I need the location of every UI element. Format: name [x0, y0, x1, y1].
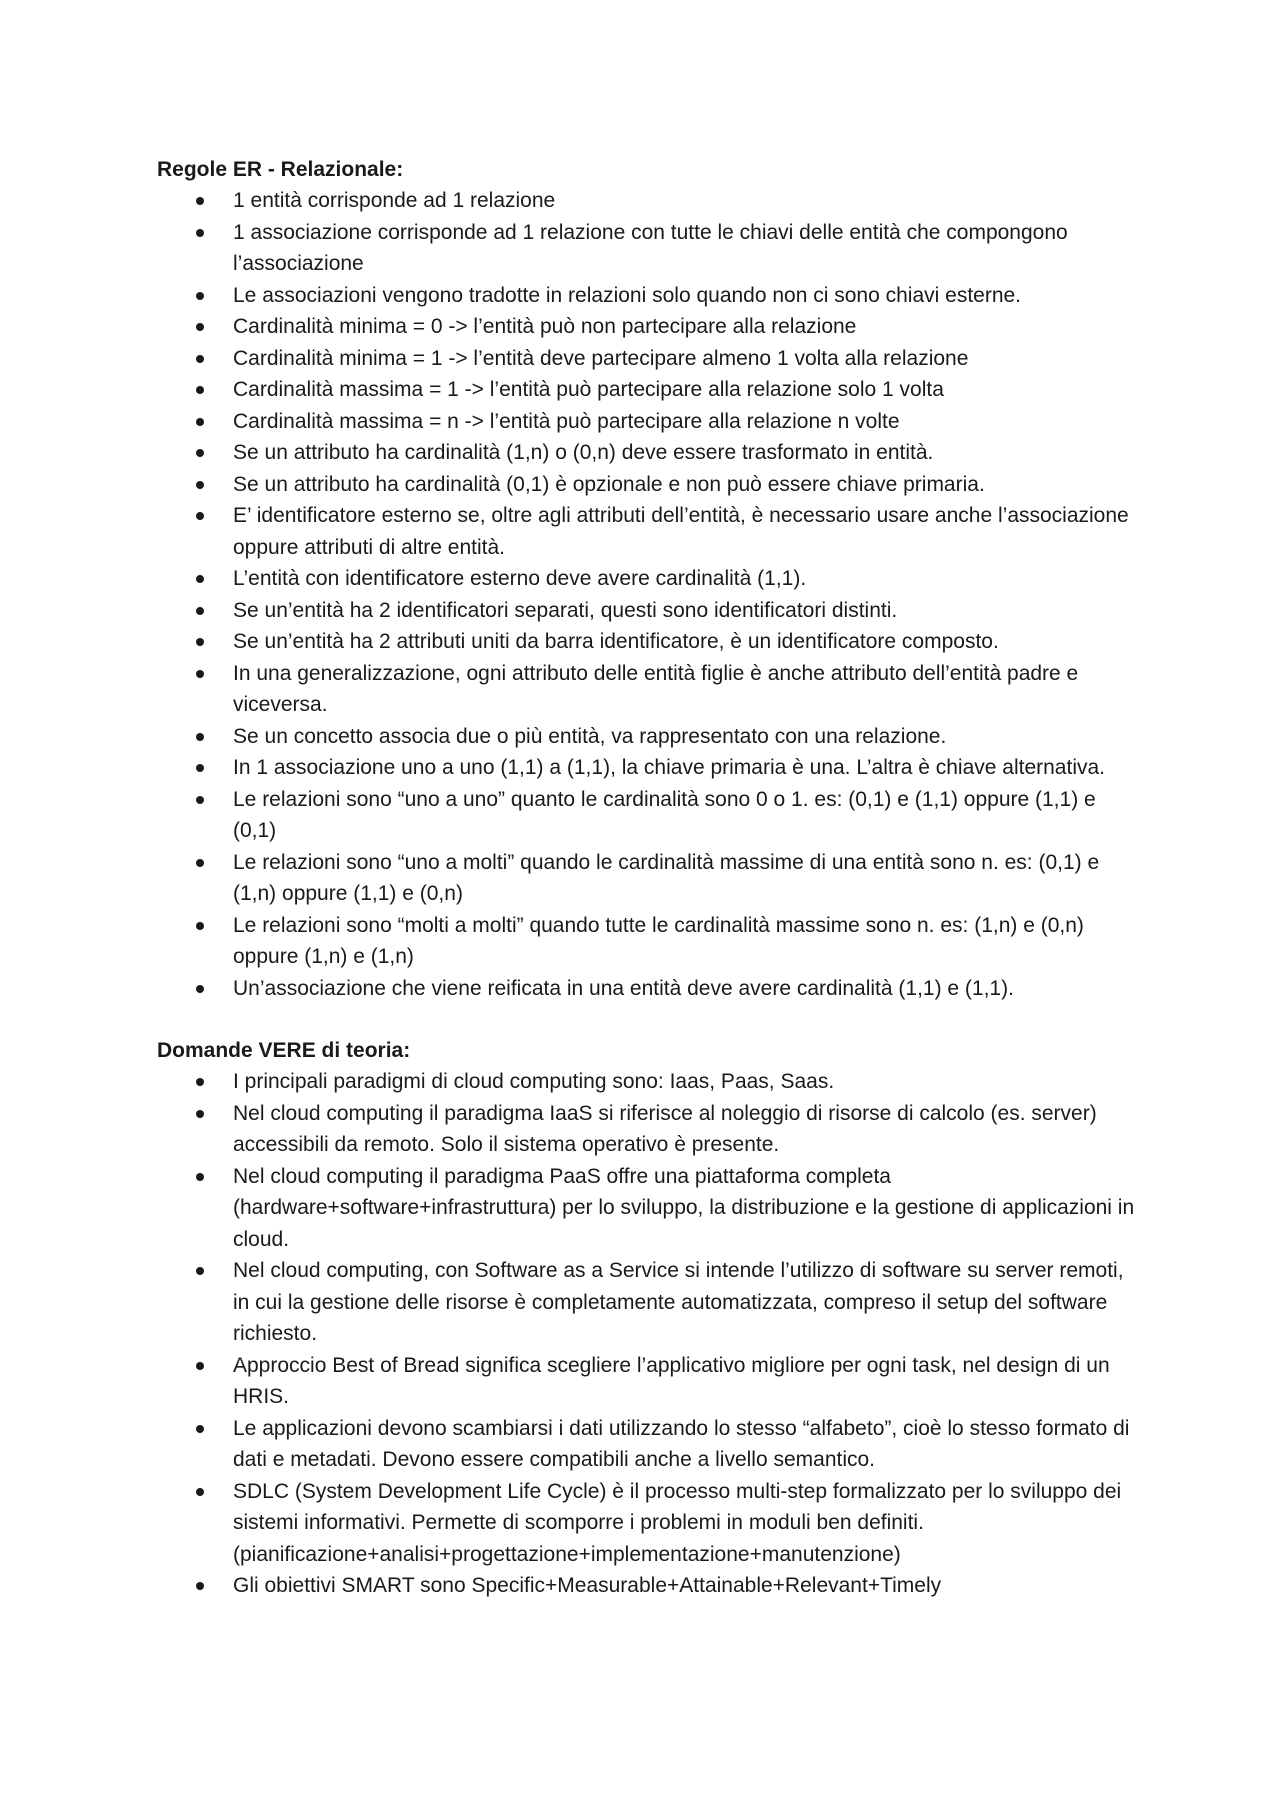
bullet-icon: [196, 1425, 204, 1433]
bullet-icon: [196, 638, 204, 646]
list-item: [157, 563, 1137, 595]
bullet-icon: [196, 1488, 204, 1496]
list-item: [157, 406, 1137, 438]
bullet-list: [157, 185, 1137, 1004]
list-item: [157, 1570, 1137, 1602]
bullet-icon: [196, 670, 204, 678]
bullet-icon: [196, 1362, 204, 1370]
list-item: [157, 343, 1137, 375]
list-item: [157, 1255, 1137, 1350]
list-item-text: Un’associazione che viene reificata in una entità deve avere cardinalità (1,1) e (1,1).: [233, 976, 1014, 1000]
list-item-text: Cardinalità minima = 0 -> l’entità può non partecipare alla relazione: [233, 315, 857, 338]
list-item-text: Se un attributo ha cardinalità (1,n) o (0,n) deve essere trasformato in entità.: [233, 441, 934, 464]
list-item: [157, 973, 1137, 1005]
bullet-icon: [196, 922, 204, 930]
bullet-icon: [196, 355, 204, 363]
list-item: [157, 437, 1137, 469]
list-item: [157, 595, 1137, 627]
list-item-text: Cardinalità massima = 1 -> l’entità può partecipare alla relazione solo 1 volta: [233, 378, 944, 401]
list-item: [157, 1066, 1137, 1098]
bullet-icon: [196, 449, 204, 457]
list-item-text: L’entità con identificatore esterno deve avere cardinalità (1,1).: [233, 567, 807, 590]
list-item: [157, 469, 1137, 501]
bullet-icon: [196, 418, 204, 426]
list-item-text: Le relazioni sono “uno a molti” quando le cardinalità massime di una entità sono n. es: (0,1) e (1,n) oppure (1,1) e (0,n): [233, 850, 1100, 905]
list-item-text: Nel cloud computing il paradigma IaaS si riferisce al noleggio di risorse di calcolo (es. server) accessibili da remoto. Solo il sistema operativo è presente.: [233, 1101, 1097, 1156]
bullet-icon: [196, 733, 204, 741]
bullet-list: [157, 1066, 1137, 1602]
list-item-text: Le relazioni sono “molti a molti” quando tutte le cardinalità massime sono n. es: (1,n) e (0,n) oppure (1,n) e (1,n): [233, 913, 1084, 968]
list-item-text: Nel cloud computing il paradigma PaaS offre una piattaforma completa (hardware+software+infrastruttura) per lo sviluppo, la distribuzione e la gestione di applicazioni in cloud.: [233, 1164, 1135, 1251]
bullet-icon: [196, 1173, 204, 1181]
list-item-text: Le associazioni vengono tradotte in relazioni solo quando non ci sono chiavi esterne.: [233, 283, 1022, 307]
list-item: [157, 784, 1137, 847]
list-item-text: Se un’entità ha 2 attributi uniti da barra identificatore, è un identificatore composto.: [233, 630, 999, 653]
bullet-icon: [196, 764, 204, 772]
document-page: [157, 154, 1137, 1602]
bullet-icon: [196, 575, 204, 583]
list-item-text: Se un’entità ha 2 identificatori separati, questi sono identificatori distinti.: [233, 598, 898, 622]
list-item-text: In 1 associazione uno a uno (1,1) a (1,1), la chiave primaria è una. L’altra è chiave alternativa.: [233, 756, 1106, 779]
section-title: Domande VERE di teoria:: [157, 1039, 411, 1062]
bullet-icon: [196, 386, 204, 394]
list-item-text: Le relazioni sono “uno a uno” quanto le cardinalità sono 0 o 1. es: (0,1) e (1,1) oppure (1,1) e (0,1): [233, 787, 1096, 842]
bullet-icon: [196, 323, 204, 331]
list-item: [157, 1476, 1137, 1571]
list-item: [157, 374, 1137, 406]
bullet-icon: [196, 1110, 204, 1118]
bullet-icon: [196, 512, 204, 520]
list-item-text: 1 associazione corrisponde ad 1 relazione con tutte le chiavi delle entità che compongono l’associazione: [233, 220, 1068, 275]
list-item: [157, 721, 1137, 753]
section-regole-er: [157, 154, 1137, 1004]
list-item: [157, 185, 1137, 217]
list-item-text: Se un concetto associa due o più entità, va rappresentato con una relazione.: [233, 724, 947, 748]
bullet-icon: [196, 229, 204, 237]
list-item-text: Cardinalità massima = n -> l’entità può partecipare alla relazione n volte: [233, 409, 900, 433]
bullet-icon: [196, 481, 204, 489]
list-item: [157, 658, 1137, 721]
list-item: [157, 626, 1137, 658]
list-item: [157, 847, 1137, 910]
list-item: [157, 500, 1137, 563]
section-title: Regole ER - Relazionale:: [157, 158, 404, 181]
list-item: [157, 1098, 1137, 1161]
list-item-text: E’ identificatore esterno se, oltre agli attributi dell’entità, è necessario usare anche l’associazione oppure attributi di altre entità.: [233, 504, 1129, 559]
section-domande-vere: [157, 1035, 1137, 1602]
bullet-icon: [196, 1267, 204, 1275]
list-item-text: Approccio Best of Bread significa scegliere l’applicativo migliore per ogni task, nel design di un HRIS.: [233, 1353, 1110, 1408]
list-item-text: In una generalizzazione, ogni attributo delle entità figlie è anche attributo dell’entità padre e viceversa.: [233, 661, 1079, 716]
list-item-text: Se un attributo ha cardinalità (0,1) è opzionale e non può essere chiave primaria.: [233, 472, 985, 496]
list-item-text: I principali paradigmi di cloud computing sono: Iaas, Paas, Saas.: [233, 1070, 835, 1093]
list-item-text: Cardinalità minima = 1 -> l’entità deve partecipare almeno 1 volta alla relazione: [233, 346, 969, 370]
bullet-icon: [196, 1078, 204, 1086]
list-item: [157, 1161, 1137, 1256]
list-item-text: 1 entità corrisponde ad 1 relazione: [233, 189, 556, 212]
bullet-icon: [196, 607, 204, 615]
bullet-icon: [196, 985, 204, 993]
list-item-text: SDLC (System Development Life Cycle) è il processo multi-step formalizzato per lo sviluppo dei sistemi informativi. Permette di scomporre i problemi in moduli ben definiti. (pianificazione+analisi+progettazione+implementazione+manutenzione): [233, 1479, 1122, 1566]
section-spacer: [157, 1004, 1137, 1035]
list-item: [157, 280, 1137, 312]
list-item-text: Nel cloud computing, con Software as a Service si intende l’utilizzo di software su server remoti, in cui la gestione delle risorse è completamente automatizzata, compreso il setup del software richiesto.: [233, 1259, 1124, 1345]
list-item: [157, 1350, 1137, 1413]
bullet-icon: [196, 292, 204, 300]
bullet-icon: [196, 859, 204, 867]
list-item-text: Le applicazioni devono scambiarsi i dati utilizzando lo stesso “alfabeto”, cioè lo stesso formato di dati e metadati. Devono essere compatibili anche a livello semantico.: [233, 1416, 1130, 1471]
bullet-icon: [196, 796, 204, 804]
bullet-icon: [196, 197, 204, 205]
list-item: [157, 217, 1137, 280]
list-item-text: Gli obiettivi SMART sono Specific+Measurable+Attainable+Relevant+Timely: [233, 1574, 942, 1597]
list-item: [157, 311, 1137, 343]
list-item: [157, 1413, 1137, 1476]
bullet-icon: [196, 1582, 204, 1590]
list-item: [157, 752, 1137, 784]
list-item: [157, 910, 1137, 973]
